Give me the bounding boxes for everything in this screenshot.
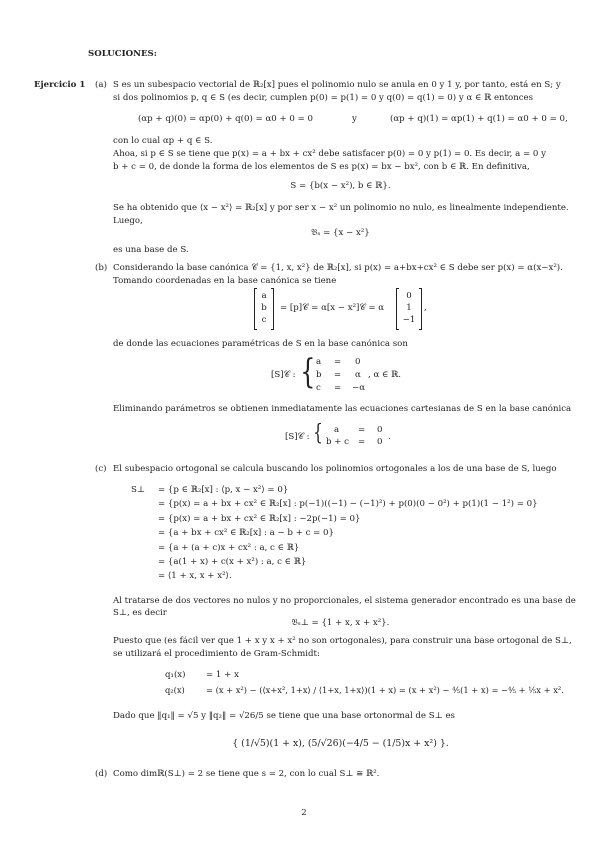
vec-left-b: b [261, 303, 267, 313]
part-a-eq1-mid: y [352, 114, 357, 124]
perp-line-1: = {p ∈ ℝ₂[x] : ⟨p, x − x²⟩ = 0} [158, 485, 289, 495]
page-number: 2 [301, 808, 307, 818]
coord-vector-left [254, 289, 274, 329]
part-c-norm: Dado que ‖q₁‖ = √5 y ‖q₂‖ = √26/5 se tiene que una base ortonormal de S⊥ es [113, 711, 455, 721]
perp-line-7: = ⟨1 + x, x + x²⟩. [158, 571, 232, 581]
part-c-line-4: Puesto que (es fácil ver que 1 + x y x + x² no son ortogonales), para construir una base ortogonal de S⊥, [113, 636, 572, 646]
cart-row-1-val: 0 [377, 425, 383, 435]
part-a-label: (a) [95, 80, 107, 90]
perp-lhs: S⊥ [131, 485, 145, 495]
perp-basis: 𝔅ₛ⊥ = {1 + x, x + x²}. [291, 618, 390, 628]
part-b-line-1: Considerando la base canónica 𝒞 = {1, x, x²} de ℝ₂[x], si p(x) = a+bx+cx² ∈ S debe ser p(x) = α(x−x²). [113, 263, 563, 273]
param-row-2-eq: = [334, 370, 342, 380]
cart-label: [S]𝒞 : [285, 432, 310, 442]
part-a-line-1: S es un subespacio vectorial de ℝ₂[x] pues el polinomio nulo se anula en 0 y 1 y, por tanto, está en S; y [113, 80, 561, 90]
part-a-end: es una base de S. [113, 245, 189, 255]
part-a-eq1-left: (αp + q)(0) = αp(0) + q(0) = α0 + 0 = 0 [138, 114, 314, 124]
cart-row-2-var: b + c [326, 437, 349, 447]
param-row-3-eq: = [334, 383, 342, 393]
perp-line-5: = {a + (a + c)x + cx² : a, c ∈ ℝ} [158, 543, 300, 553]
vec-right-1: 1 [406, 303, 412, 313]
part-a-line-2: si dos polinomios p, q ∈ S (es decir, cumplen p(0) = p(1) = 0 y q(0) = q(1) = 0) y α ∈ ℝ entonces [113, 93, 534, 103]
param-row-1-val: 0 [355, 357, 361, 367]
part-c-line-3: S⊥, es decir [113, 608, 167, 618]
gs-q1-lhs: q₁(x) [165, 670, 186, 680]
gs-q2-lhs: q₂(x) [165, 685, 185, 695]
perp-line-4: = {a + bx + cx² ∈ ℝ₂[x] : a − b + c = 0} [158, 528, 334, 538]
param-row-1-eq: = [334, 357, 342, 367]
part-b-cart-intro: Eliminando parámetros se obtienen inmediatamente las ecuaciones cartesianas de S en la base canónica [113, 404, 572, 414]
part-a-eq1-right: (αp + q)(1) = αp(1) + q(1) = α0 + 0 = 0, [390, 114, 568, 124]
part-c-line-5: se utilizará el procedimiento de Gram-Schmidt: [113, 649, 320, 659]
part-d-label: (d) [95, 769, 108, 779]
vec-left-c: c [261, 315, 267, 325]
orthonormal-basis: { (1/√5)(1 + x), (5/√26)(−4/5 − (1/5)x + x²) }. [232, 738, 449, 749]
vec-right-0: 0 [406, 291, 412, 301]
cart-row-2-val: 0 [377, 437, 383, 447]
coord-equation-end: , [424, 303, 427, 313]
part-a-line-5: Se ha obtenido que ⟨x − x²⟩ = ℝ₂[x] y por ser x − x² un polinomio no nulo, es linealmente independiente. [113, 203, 569, 213]
param-row-2-val: α [355, 370, 361, 380]
perp-line-3: = {p(x) = a + bx + cx² ∈ ℝ₂[x] : −2p(−1) = 0} [158, 514, 361, 524]
exercise-label: Ejercicio 1 [34, 80, 86, 90]
part-a-basis: 𝔅ₛ = {x − x²} [311, 228, 370, 238]
perp-line-6: = {a(1 + x) + c(x + x²) : a, c ∈ ℝ} [158, 557, 307, 567]
part-a-line-3: Ahoa, si p ∈ S se tiene que p(x) = a + bx + cx² debe satisfacer p(0) = 0 y p(1) = 0. Es decir, a = 0 y [113, 149, 546, 159]
part-c-label: (c) [95, 464, 107, 474]
coord-equation: = [p]𝒞 = α[x − x²]𝒞 = α [280, 303, 385, 313]
gs-q1-rhs: = 1 + x [206, 670, 239, 680]
param-row-1-var: a [316, 357, 322, 367]
part-d-line: Como dimℝ(S⊥) = 2 se tiene que s = 2, con lo cual S⊥ ≅ ℝ². [113, 769, 380, 779]
param-row-3-val: −α [352, 383, 366, 393]
vec-left-a: a [261, 291, 267, 301]
part-b-param-intro: de donde las ecuaciones paramétricas de S en la base canónica son [113, 339, 408, 349]
part-b-label: (b) [95, 263, 108, 273]
param-suffix: , α ∈ ℝ. [368, 370, 401, 380]
coord-vector-right [396, 289, 422, 329]
part-c-line-1: El subespacio ortogonal se calcula buscando los polinomios ortogonales a los de una base de S, luego [113, 464, 557, 474]
param-row-3-var: c [316, 383, 321, 393]
part-a-line-6: Luego, [113, 216, 143, 226]
param-row-2-var: b [316, 370, 322, 380]
cart-brace: { [313, 421, 323, 446]
param-label: [S]𝒞 : [271, 370, 296, 380]
part-b-line-2: Tomando coordenadas en la base canónica se tiene [113, 276, 337, 286]
part-a-eq-S: S = {b(x − x²), b ∈ ℝ}. [290, 181, 391, 191]
cart-row-2-eq: = [358, 437, 366, 447]
perp-line-2: = {p(x) = a + bx + cx² ∈ ℝ₂[x] : p(−1)((−1) − (−1)²) + p(0)(0 − 0²) + p(1)(1 − 1²) = 0} [158, 499, 538, 509]
section-heading: SOLUCIONES: [88, 49, 157, 59]
part-c-line-2: Al tratarse de dos vectores no nulos y no proporcionales, el sistema generador encontrado es una base de [113, 596, 576, 606]
param-brace: { [300, 352, 316, 392]
cart-row-1-var: a [334, 425, 340, 435]
part-a-conclusion: con lo cual αp + q ∈ S. [113, 136, 213, 146]
gs-q2-rhs: = (x + x²) − (⟨x+x², 1+x⟩ / ⟨1+x, 1+x⟩)(1 + x) = (x + x²) − ⅘(1 + x) = −⅘ + ⅕x + x². [206, 685, 564, 695]
cart-row-1-eq: = [358, 425, 366, 435]
vec-right-2: −1 [402, 315, 416, 325]
part-a-line-4: b + c = 0, de donde la forma de los elementos de S es p(x) = bx − bx², con b ∈ ℝ. En definitiva, [113, 162, 530, 172]
cart-suffix: . [388, 432, 391, 442]
